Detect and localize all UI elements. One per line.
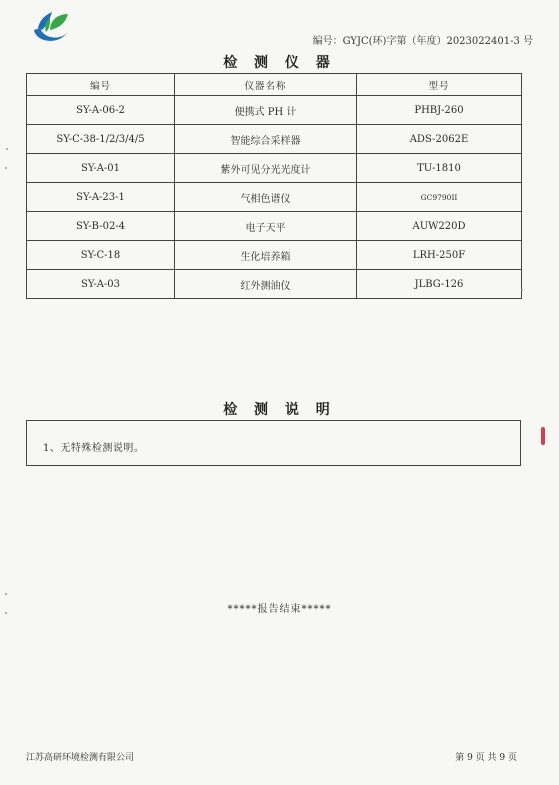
instruments-title: 检 测 仪 器 [223, 55, 336, 71]
cell-name: 气相色谱仪 [175, 183, 357, 212]
table-row [27, 125, 522, 154]
footer-page-number: 第 9 页 共 9 页 [455, 753, 517, 763]
scan-speck [521, 289, 523, 291]
table-row [27, 241, 522, 270]
table-header-row [27, 74, 522, 96]
cell-model: PHBJ-260 [357, 96, 522, 125]
instruments-table [26, 73, 522, 299]
scan-speck [5, 593, 7, 595]
table-row [27, 270, 522, 299]
cell-name: 紫外可见分光光度计 [175, 154, 357, 183]
scan-speck [5, 167, 7, 169]
cell-name: 红外测油仪 [175, 270, 357, 299]
end-of-report: *****报告结束***** [227, 604, 332, 615]
cell-number: SY-A-01 [27, 154, 175, 183]
column-header-number: 编号 [27, 74, 175, 96]
cell-model: ADS-2062E [357, 125, 522, 154]
table-row [27, 154, 522, 183]
column-header-name: 仪器名称 [175, 74, 357, 96]
red-seal-mark [541, 427, 545, 445]
footer-company: 江苏高研环境检测有限公司 [26, 753, 135, 763]
cell-model: JLBG-126 [357, 270, 522, 299]
cell-number: SY-B-02-4 [27, 212, 175, 241]
cell-model: LRH-250F [357, 241, 522, 270]
cell-number: SY-A-23-1 [27, 183, 175, 212]
cell-number: SY-C-38-1/2/3/4/5 [27, 125, 175, 154]
notes-text: 1、无特殊检测说明。 [43, 443, 145, 454]
table-row [27, 96, 522, 125]
scan-speck [5, 612, 7, 614]
cell-name: 电子天平 [175, 212, 357, 241]
table-row [27, 212, 522, 241]
notes-title: 检 测 说 明 [223, 402, 336, 418]
column-header-model: 型号 [357, 74, 522, 96]
cell-model: AUW220D [357, 212, 522, 241]
document-number: 编号：GYJC(环)字第（年度）2023022401-3 号 [312, 36, 533, 47]
notes-box [26, 420, 521, 466]
cell-number: SY-A-06-2 [27, 96, 175, 125]
cell-model: TU-1810 [357, 154, 522, 183]
cell-name: 便携式 PH 计 [175, 96, 357, 125]
cell-name: 智能综合采样器 [175, 125, 357, 154]
cell-number: SY-C-18 [27, 241, 175, 270]
cell-name: 生化培养箱 [175, 241, 357, 270]
company-logo [28, 8, 74, 48]
table-row [27, 183, 522, 212]
cell-model: GC9790II [357, 183, 522, 212]
scan-speck [6, 148, 8, 150]
cell-number: SY-A-03 [27, 270, 175, 299]
